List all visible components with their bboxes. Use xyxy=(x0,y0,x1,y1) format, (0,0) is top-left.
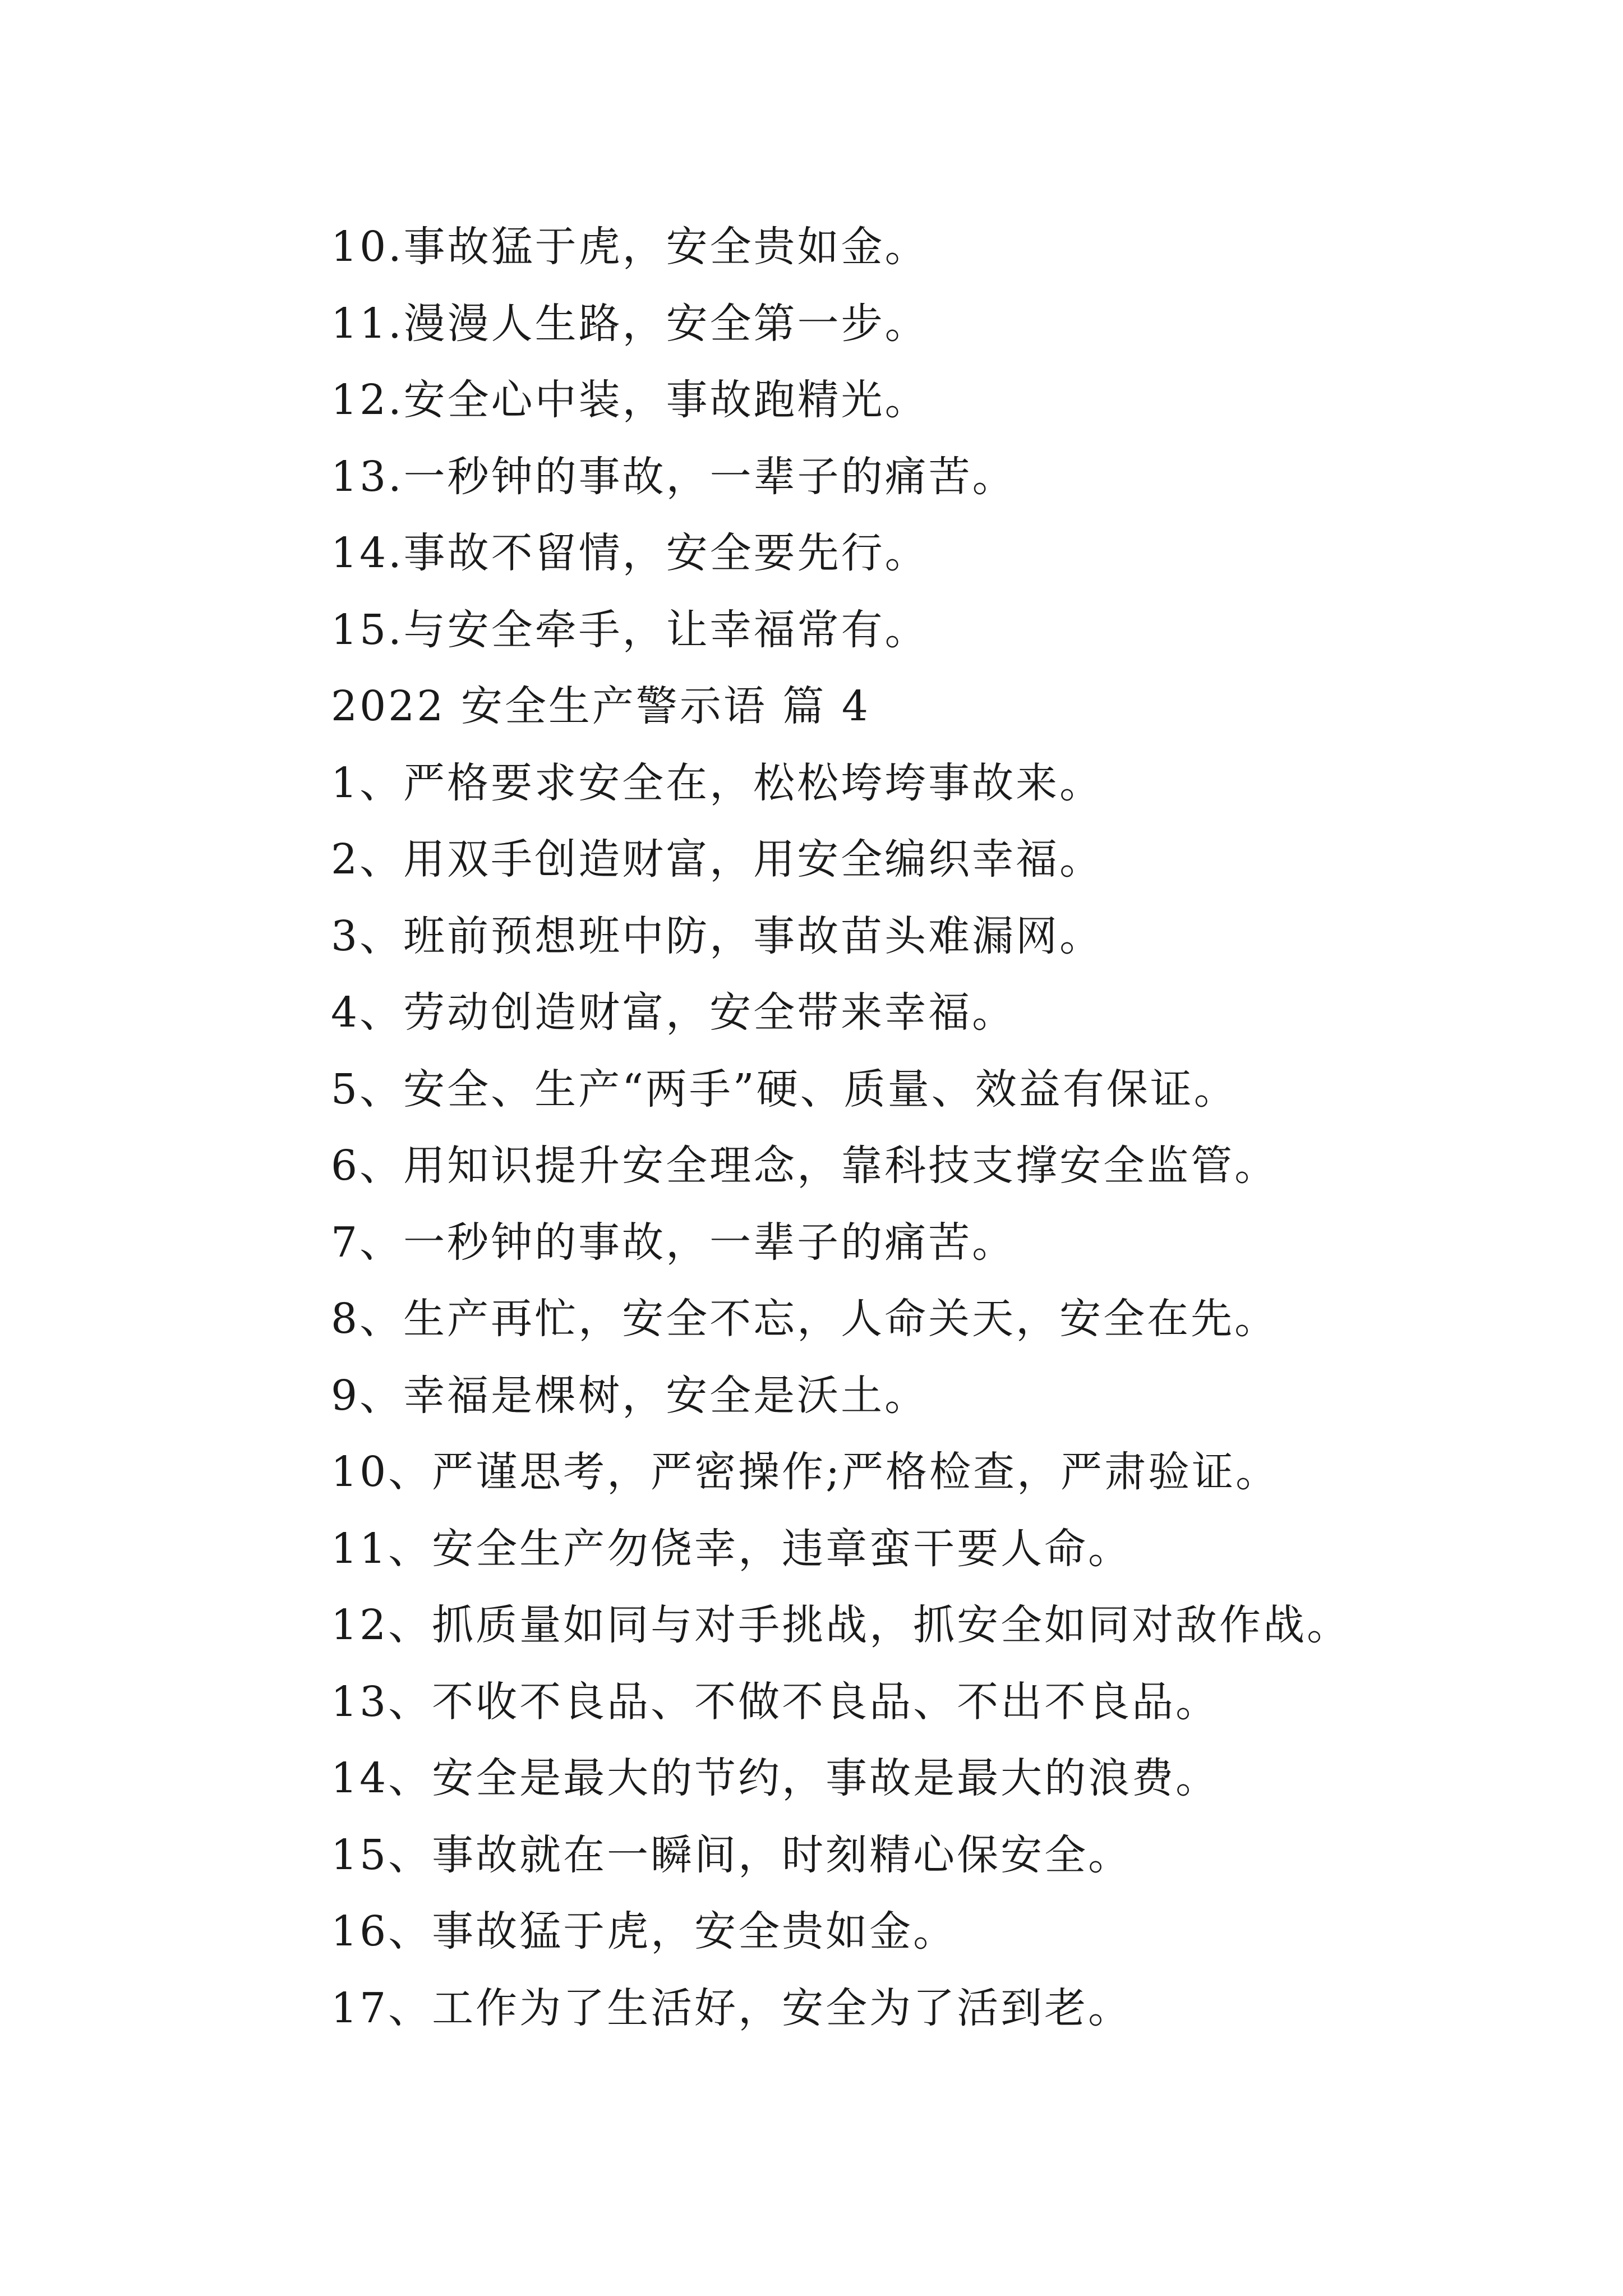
slogan-line: 17、工作为了生活好，安全为了活到老。 xyxy=(331,1984,1132,2032)
section-heading: 2022 安全生产警示语 篇 4 xyxy=(331,682,870,730)
slogan-line: 9、幸福是棵树，安全是沃土。 xyxy=(331,1371,929,1420)
slogan-line: 13、不收不良品、不做不良品、不出不良品。 xyxy=(331,1677,1220,1726)
slogan-line: 14、安全是最大的节约，事故是最大的浪费。 xyxy=(331,1754,1220,1802)
slogan-line: 5、安全、生产“两手”硬、质量、效益有保证。 xyxy=(331,1065,1238,1114)
slogan-line: 4、劳动创造财富，安全带来幸福。 xyxy=(331,988,1016,1037)
slogan-line: 11、安全生产勿侥幸，违章蛮干要人命。 xyxy=(331,1524,1132,1573)
slogan-line: 11.漫漫人生路，安全第一步。 xyxy=(331,299,929,348)
slogan-line: 12.安全心中装，事故跑精光。 xyxy=(331,376,929,424)
slogan-line: 3、班前预想班中防，事故苗头难漏网。 xyxy=(331,912,1104,960)
slogan-line: 1、严格要求安全在，松松垮垮事故来。 xyxy=(331,758,1104,807)
slogan-line: 2、用双手创造财富，用安全编织幸福。 xyxy=(331,835,1104,884)
slogan-line: 6、用知识提升安全理念，靠科技支撑安全监管。 xyxy=(331,1142,1279,1190)
slogan-line: 16、事故猛于虎，安全贵如金。 xyxy=(331,1907,957,1955)
slogan-line: 13.一秒钟的事故，一辈子的痛苦。 xyxy=(331,452,1016,501)
slogan-line: 10.事故猛于虎，安全贵如金。 xyxy=(331,223,929,271)
slogan-line: 10、严谨思考，严密操作;严格检查，严肃验证。 xyxy=(331,1448,1280,1496)
slogan-line: 7、一秒钟的事故，一辈子的痛苦。 xyxy=(331,1218,1016,1267)
slogan-line: 14.事故不留情，安全要先行。 xyxy=(331,529,929,577)
slogan-list xyxy=(331,209,1350,2046)
slogan-line: 12、抓质量如同与对手挑战，抓安全如同对敌作战。 xyxy=(331,1601,1351,1649)
slogan-line: 15、事故就在一瞬间，时刻精心保安全。 xyxy=(331,1830,1132,1879)
slogan-line: 15.与安全牵手，让幸福常有。 xyxy=(331,605,929,654)
slogan-line: 8、生产再忙，安全不忘，人命关天，安全在先。 xyxy=(331,1295,1279,1343)
